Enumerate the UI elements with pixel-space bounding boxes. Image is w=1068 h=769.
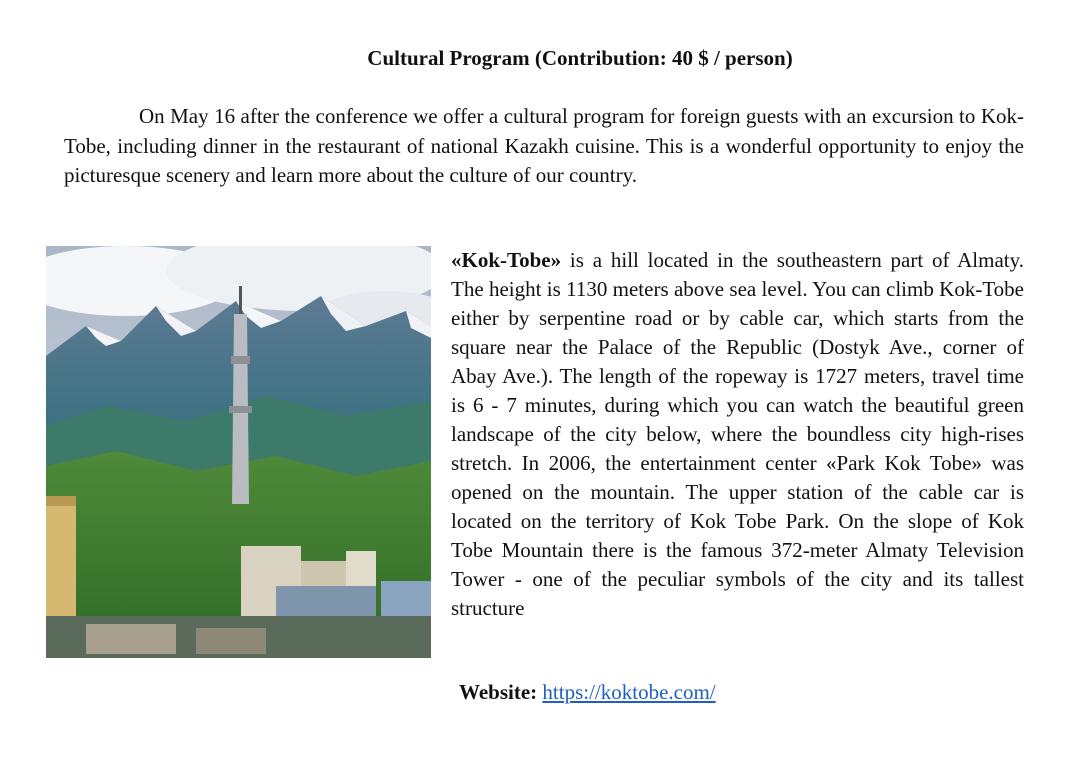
website-line <box>459 678 716 707</box>
kok-tobe-details: is a hill located in the southeastern part of Almaty. The height is 1130 meters above sea level. You can climb Kok-Tobe either by serpentine road or by cable car, which starts from the square near the Palace of the Republic (Dostyk Ave., corner of Abay Ave.). The length of the ropeway is 1727 meters, travel time is 6 - 7 minutes, during which you can watch the beautiful green landscape of the city below, where the boundless city high-rises stretch. In 2006, the entertainment center «Park Kok Tobe» was opened on the mountain. The upper station of the cable car is located on the territory of Kok Tobe Park. On the slope of Kok Tobe Mountain there is the famous 372-meter Almaty Television Tower - one of the peculiar symbols of the city and its tallest structure <box>451 248 1024 620</box>
kok-tobe-description <box>451 246 1024 623</box>
website-link[interactable]: https://koktobe.com/ <box>542 680 716 704</box>
page-title: Cultural Program (Contribution: 40 $ / person) <box>367 46 793 70</box>
intro-paragraph: On May 16 after the conference we offer a cultural program for foreign guests with an excursion to Kok-Tobe, including dinner in the restaurant of national Kazakh cuisine. This is a wonderful opportunity to enjoy the picturesque scenery and learn more about the culture of our country. <box>64 104 1024 187</box>
kok-tobe-name: «Kok-Tobe» <box>451 248 562 272</box>
kok-tobe-photo <box>46 246 431 658</box>
website-label: Website: <box>459 680 538 704</box>
